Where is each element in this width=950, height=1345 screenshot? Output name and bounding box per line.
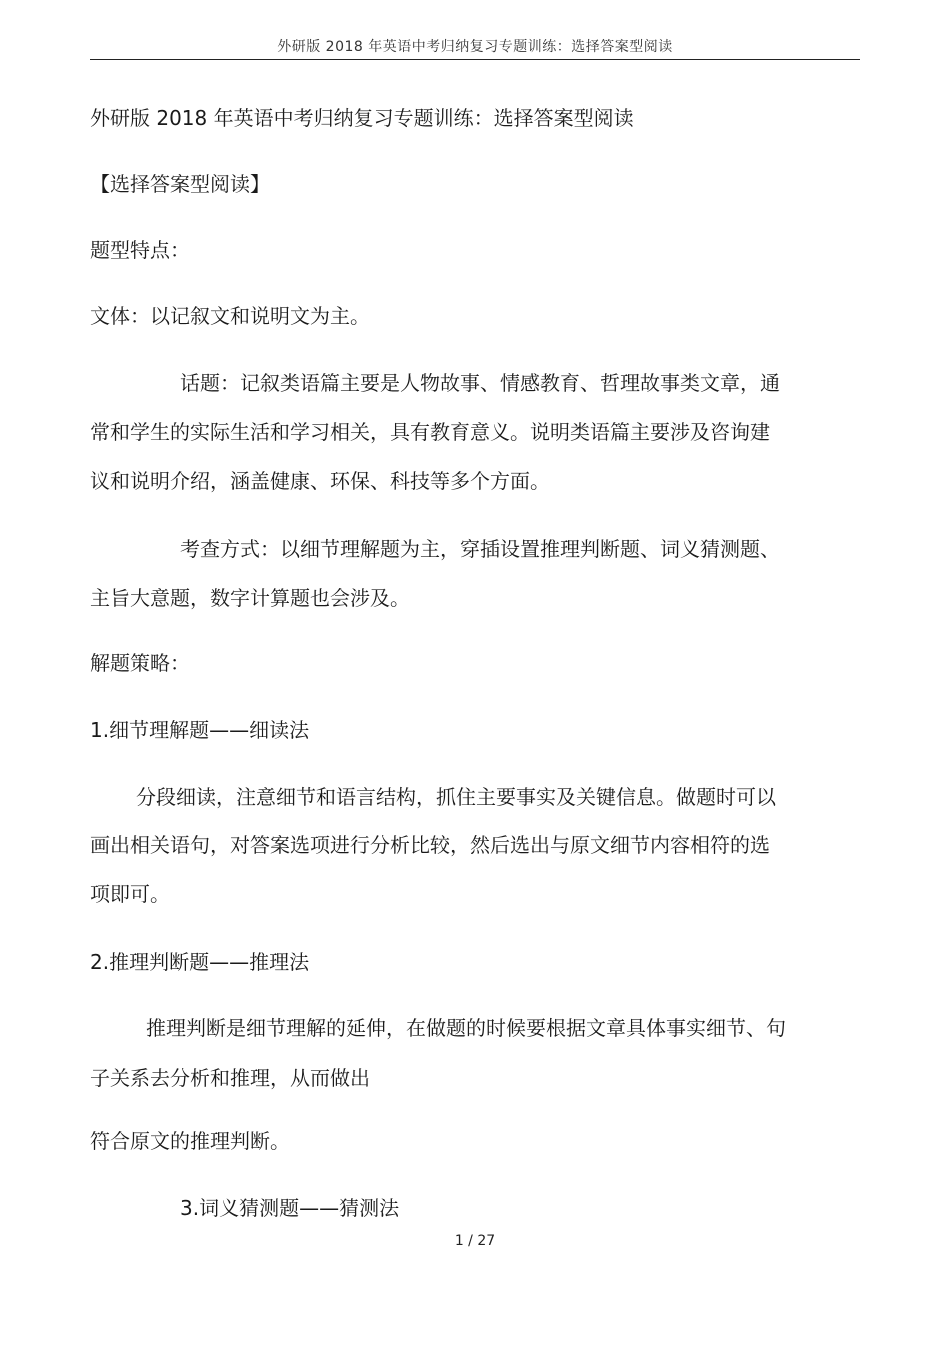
topic-line-1: 话题：记叙类语篇主要是人物故事、情感教育、哲理故事类文章，通	[180, 371, 780, 395]
topic-line-3: 议和说明介绍，涵盖健康、环保、科技等多个方面。	[90, 469, 550, 493]
section-heading: 【选择答案型阅读】	[90, 172, 270, 196]
strategy-1-heading: 1.细节理解题——细读法	[90, 718, 310, 742]
topic-line-2: 常和学生的实际生活和学习相关，具有教育意义。说明类语篇主要涉及咨询建	[90, 420, 770, 444]
strategy-1-line-2: 画出相关语句，对答案选项进行分析比较，然后选出与原文细节内容相符的选	[90, 833, 770, 857]
assessment-line-1: 考查方式：以细节理解题为主，穿插设置推理判断题、词义猜测题、	[180, 537, 780, 561]
running-header: 外研版 2018 年英语中考归纳复习专题训练：选择答案型阅读	[277, 39, 673, 55]
strategy-1-line-1: 分段细读，注意细节和语言结构，抓住主要事实及关键信息。做题时可以	[136, 785, 776, 809]
strategy-3-heading: 3.词义猜测题——猜测法	[180, 1196, 400, 1220]
strategy-2-line-1: 推理判断是细节理解的延伸，在做题的时候要根据文章具体事实细节、句	[146, 1016, 786, 1040]
strategy-heading: 解题策略：	[90, 651, 190, 675]
page-number: 1 / 27	[454, 1233, 496, 1249]
document-title: 外研版 2018 年英语中考归纳复习专题训练：选择答案型阅读	[90, 106, 634, 130]
assessment-line-2: 主旨大意题，数字计算题也会涉及。	[90, 586, 410, 610]
header-rule	[90, 59, 860, 60]
strategy-1-line-3: 项即可。	[90, 882, 170, 906]
genre-paragraph: 文体：以记叙文和说明文为主。	[90, 304, 370, 328]
features-heading: 题型特点：	[90, 238, 190, 262]
strategy-2-heading: 2.推理判断题——推理法	[90, 950, 310, 974]
strategy-2-line-2: 子关系去分析和推理，从而做出	[90, 1066, 370, 1090]
strategy-2-line-3: 符合原文的推理判断。	[90, 1129, 290, 1153]
